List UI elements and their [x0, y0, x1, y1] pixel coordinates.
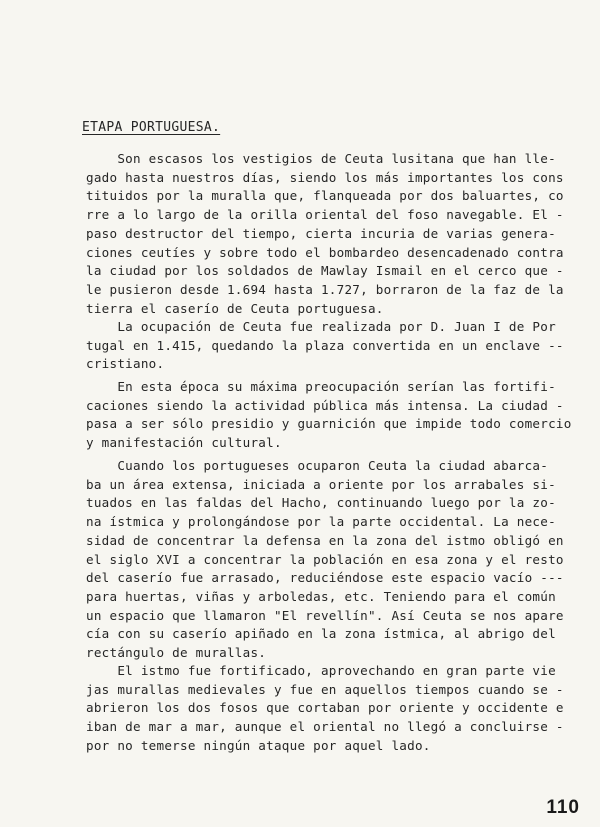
text-line: rre a lo largo de la orilla oriental del foso navegable. El - — [86, 207, 564, 223]
text-line: paso destructor del tiempo, cierta incuria de varias genera- — [86, 225, 556, 241]
text-line: abrieron los dos fosos que cortaban por oriente y occidente e — [86, 700, 564, 716]
text-line: jas murallas medievales y fue en aquellos tiempos cuando se - — [86, 681, 564, 697]
text-line: iban de mar a mar, aunque el oriental no llegó a concluirse - — [86, 719, 564, 735]
text-line: Son escasos los vestigios de Ceuta lusitana que han lle- — [86, 151, 556, 166]
paragraph-1 — [86, 150, 564, 318]
text-line: caciones siendo la actividad pública más intensa. La ciudad - — [86, 397, 564, 413]
text-line: ciones ceutíes y sobre todo el bombardeo desencadenado contra — [86, 244, 564, 260]
section-heading: ETAPA PORTUGUESA. — [82, 120, 221, 135]
text-line: por no temerse ningún ataque por aquel lado. — [86, 737, 431, 753]
text-line: tugal en 1.415, quedando la plaza convertida en un enclave -- — [86, 337, 564, 353]
text-line: gado hasta nuestros días, siendo los más importantes los cons — [86, 169, 564, 185]
text-line: na ístmica y prolongándose por la parte occidental. La nece- — [86, 514, 556, 530]
text-line: y manifestación cultural. — [86, 435, 282, 451]
text-line: del caserío fue arrasado, reduciéndose este espacio vacío --- — [86, 570, 564, 586]
text-line: Cuando los portugueses ocuparon Ceuta la ciudad abarca- — [86, 458, 549, 473]
text-line: tuados en las faldas del Hacho, continuando luego por la zo- — [86, 495, 556, 511]
text-line: el siglo XVI a concentrar la población en esa zona y el resto — [86, 551, 564, 567]
text-line: sidad de concentrar la defensa en la zona del istmo obligó en — [86, 532, 564, 548]
text-line: un espacio que llamaron "El revellín". Así Ceuta se nos apare — [86, 607, 564, 623]
paragraph-4 — [86, 457, 564, 663]
paragraph-3 — [86, 378, 572, 453]
text-line: El istmo fue fortificado, aprovechando en gran parte vie — [86, 663, 556, 678]
text-line: le pusieron desde 1.694 hasta 1.727, borraron de la faz de la — [86, 281, 564, 297]
text-line: para huertas, viñas y arboledas, etc. Teniendo para el común — [86, 588, 556, 604]
text-line: cía con su caserío apiñado en la zona ístmica, al abrigo del — [86, 626, 556, 642]
text-line: ba un área extensa, iniciada a oriente por los arrabales si- — [86, 476, 556, 492]
handwritten-page-number: 110 — [546, 797, 580, 818]
text-line: La ocupación de Ceuta fue realizada por D. Juan I de Por — [86, 319, 556, 334]
paragraph-2 — [86, 318, 564, 374]
text-line: tierra el caserío de Ceuta portuguesa. — [86, 300, 384, 316]
text-line: tituidos por la muralla que, flanqueada por dos baluartes, co — [86, 188, 564, 204]
text-line: la ciudad por los soldados de Mawlay Ismail en el cerco que - — [86, 263, 564, 279]
text-line: En esta época su máxima preocupación serían las fortifi- — [86, 379, 556, 394]
text-line: pasa a ser sólo presidio y guarnición que impide todo comercio — [86, 416, 572, 432]
paragraph-5 — [86, 662, 564, 756]
text-line: cristiano. — [86, 356, 165, 372]
text-line: rectángulo de murallas. — [86, 645, 267, 661]
